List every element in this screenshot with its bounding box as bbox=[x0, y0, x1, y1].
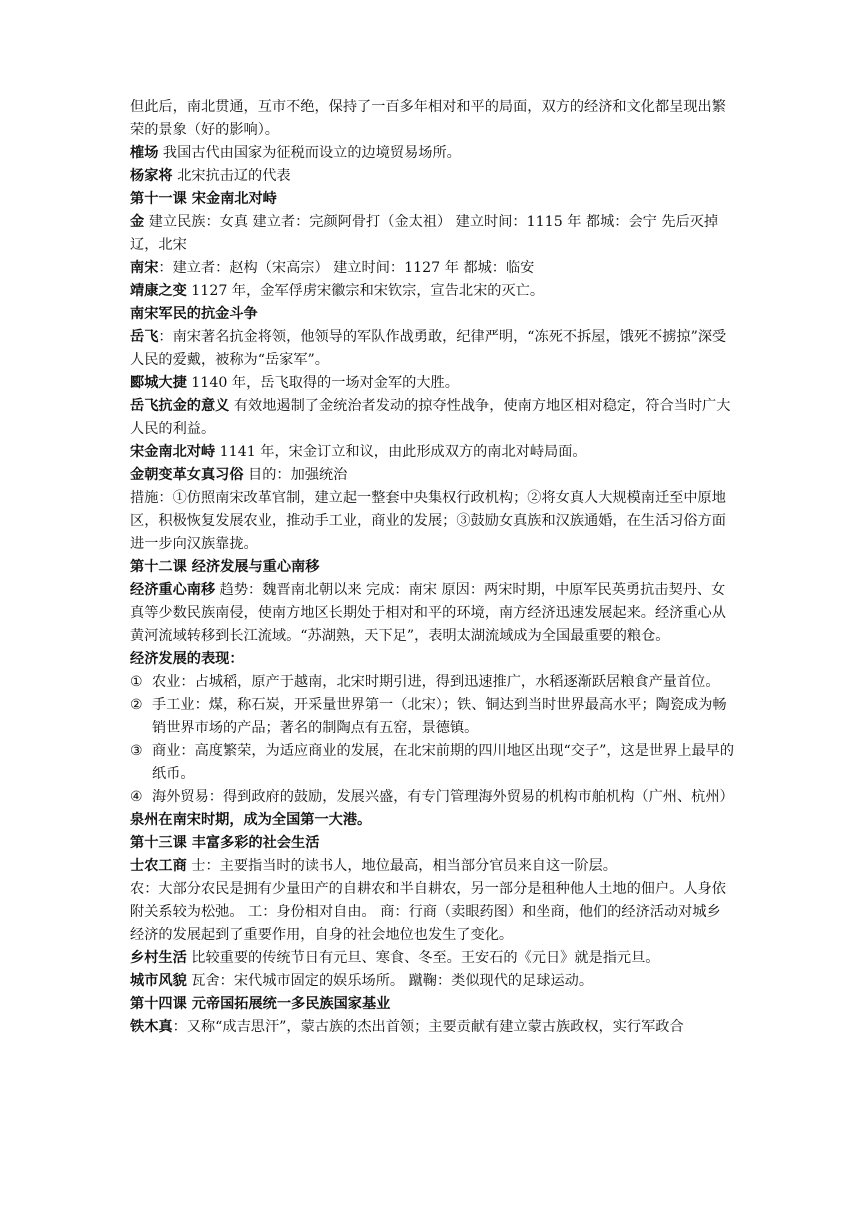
paragraph-bold: 泉州在南宋时期，成为全国第一大港。 bbox=[130, 812, 372, 828]
paragraph bbox=[130, 579, 734, 648]
paragraph bbox=[130, 326, 734, 372]
text: 趋势：魏晋南北朝以来 完成：南宋 原因：两宋时期，中原军民英勇抗击契丹、女真等少数民族南侵，使南方地区长期处于相对和平的环境，南方经济迅速发展起来。经济重心从黄河流域转移到长江流域。“苏湖熟，天下足”，表明太湖流域成为全国最重要的粮仓。 bbox=[130, 582, 726, 644]
paragraph bbox=[130, 1016, 734, 1039]
text: 目的：加强统治 bbox=[243, 467, 348, 483]
list-number: ④ bbox=[130, 789, 143, 805]
text: 1141 年，宋金订立和议，由此形成双方的南北对峙局面。 bbox=[215, 444, 587, 460]
term: 宋金南北对峙 bbox=[130, 444, 216, 460]
document-page bbox=[130, 96, 734, 1039]
lesson-heading: 第十四课 元帝国拓展统一多民族国家基业 bbox=[130, 996, 391, 1012]
term: 岳飞 bbox=[130, 329, 159, 345]
list-item bbox=[130, 694, 734, 740]
text: ：南宋著名抗金将领，他领导的军队作战勇敢，纪律严明，“冻死不拆屋，饿死不掳掠”深受人民的爱戴，被称为“岳家军”。 bbox=[130, 329, 727, 368]
list-item bbox=[130, 740, 734, 786]
list-item bbox=[130, 786, 734, 809]
text: 瓦舍：宋代城市固定的娱乐场所。 蹴鞠：类似现代的足球运动。 bbox=[186, 973, 594, 989]
paragraph: 农：大部分农民是拥有少量田产的自耕农和半自耕农，另一部分是租种他人土地的佃户。人身依附关系较为松弛。 工：身份相对自由。 商：行商（卖眼药图）和坐商，他们的经济活动对城乡经济的发展起到了重要作用，自身的社会地位也发生了变化。 bbox=[130, 881, 726, 943]
list-text: 商业：高度繁荣，为适应商业的发展，在北宋前期的四川地区出现“交子”，这是世界上最早的纸币。 bbox=[152, 743, 735, 782]
term: 杨家将 bbox=[130, 168, 173, 184]
text: ：又称“成吉思汗”，蒙古族的杰出首领；主要贡献有建立蒙古族政权，实行军政合 bbox=[172, 1019, 684, 1035]
list-number: ③ bbox=[130, 743, 143, 759]
paragraph bbox=[130, 280, 734, 303]
paragraph bbox=[130, 211, 734, 257]
term: 金 bbox=[130, 214, 145, 230]
paragraph: 措施：①仿照南宋改革官制，建立起一整套中央集权行政机构；②将女真人大规模南迁至中原地区，积极恢复发展农业，推动手工业，商业的发展；③鼓励女真族和汉族通婚，在生活习俗方面进一步向汉族靠拢。 bbox=[130, 490, 726, 552]
paragraph: 但此后，南北贯通，互市不绝，保持了一百多年相对和平的局面，双方的经济和文化都呈现出繁荣的景象（好的影响）。 bbox=[130, 99, 726, 138]
text: 建立民族：女真 建立者：完颜阿骨打（金太祖） 建立时间：1115 年 都城：会宁 先后灭掉辽，北宋 bbox=[130, 214, 719, 253]
paragraph bbox=[130, 441, 734, 464]
paragraph bbox=[130, 464, 734, 487]
term: 岳飞抗金的意义 bbox=[130, 398, 230, 414]
term: 金朝变革女真习俗 bbox=[130, 467, 244, 483]
term: 铁木真 bbox=[130, 1019, 173, 1035]
paragraph bbox=[130, 257, 734, 280]
paragraph bbox=[130, 142, 734, 165]
text: ：建立者：赵构（宋高宗） 建立时间：1127 年 都城：临安 bbox=[158, 260, 535, 276]
paragraph bbox=[130, 395, 734, 441]
paragraph bbox=[130, 165, 734, 188]
text: 1127 年，金军俘虏宋徽宗和宋钦宗，宣告北宋的灭亡。 bbox=[186, 283, 545, 299]
list-text: 海外贸易：得到政府的鼓励，发展兴盛，有专门管理海外贸易的机构市舶机构（广州、杭州） bbox=[152, 789, 734, 805]
text: 士：主要指当时的读书人，地位最高，相当部分官员来自这一阶层。 bbox=[186, 858, 617, 874]
paragraph bbox=[130, 372, 734, 395]
text: 比较重要的传统节日有元旦、寒食、冬至。王安石的《元日》就是指元旦。 bbox=[186, 950, 660, 966]
list-number: ② bbox=[130, 697, 143, 713]
list-text: 农业：占城稻，原产于越南，北宋时期引进，得到迅速推广，水稻逐渐跃居粮食产量首位。 bbox=[152, 674, 720, 690]
text: 我国古代由国家为征税而设立的边境贸易场所。 bbox=[158, 145, 461, 161]
term: 城市风貌 bbox=[130, 973, 187, 989]
term: 南宋 bbox=[130, 260, 159, 276]
term: 士农工商 bbox=[130, 858, 187, 874]
term: 榷场 bbox=[130, 145, 159, 161]
list-item bbox=[130, 671, 734, 694]
lesson-heading: 第十三课 丰富多彩的社会生活 bbox=[130, 835, 320, 851]
section-heading: 经济发展的表现： bbox=[130, 651, 244, 667]
lesson-heading: 第十一课 宋金南北对峙 bbox=[130, 191, 277, 207]
text: 有效地遏制了金统治者发动的掠夺性战争，使南方地区相对稳定，符合当时广大人民的利益。 bbox=[130, 398, 731, 437]
list-number: ① bbox=[130, 674, 143, 690]
section-heading: 南宋军民的抗金斗争 bbox=[130, 306, 258, 322]
paragraph bbox=[130, 947, 734, 970]
paragraph bbox=[130, 855, 734, 878]
term: 经济重心南移 bbox=[130, 582, 216, 598]
lesson-heading: 第十二课 经济发展与重心南移 bbox=[130, 559, 320, 575]
term: 靖康之变 bbox=[130, 283, 187, 299]
term: 郾城大捷 bbox=[130, 375, 187, 391]
text: 1140 年，岳飞取得的一场对金军的大胜。 bbox=[186, 375, 459, 391]
term: 乡村生活 bbox=[130, 950, 187, 966]
paragraph bbox=[130, 970, 734, 993]
list-text: 手工业：煤，称石炭，开采量世界第一（北宋）；铁、铜达到当时世界最高水平；陶瓷成为畅销世界市场的产品；著名的制陶点有五窑，景德镇。 bbox=[152, 697, 727, 736]
text: 北宋抗击辽的代表 bbox=[172, 168, 291, 184]
